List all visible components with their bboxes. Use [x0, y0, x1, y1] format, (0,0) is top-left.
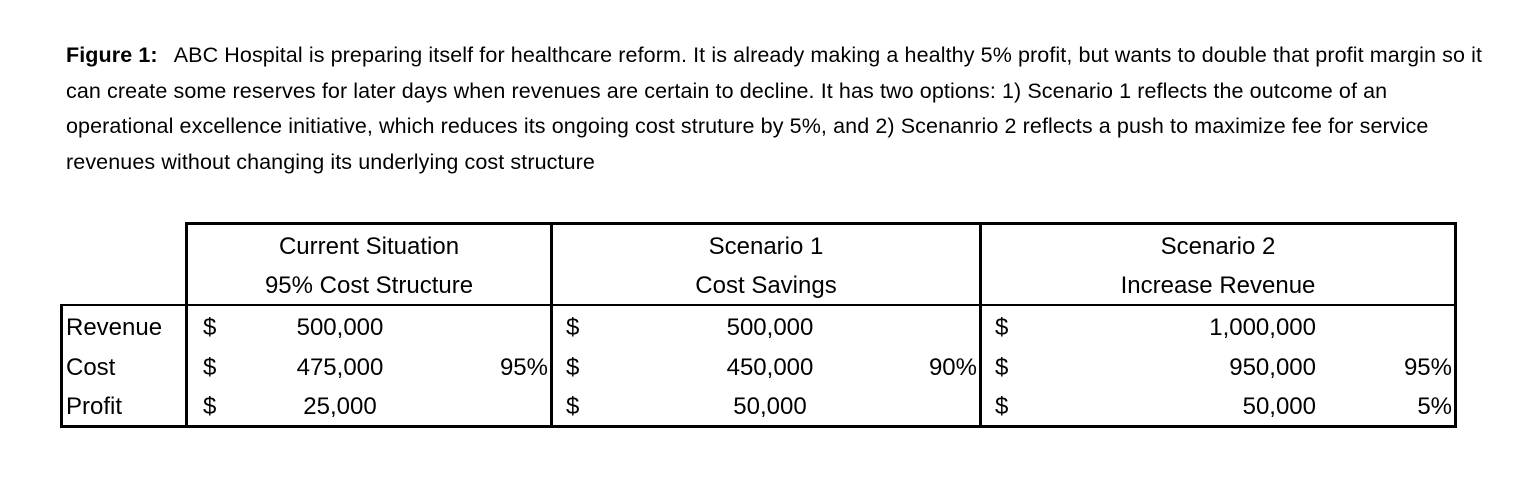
currency-symbol: $: [995, 393, 1009, 420]
col3-profit-value: 50,000: [1242, 393, 1316, 420]
figure-description: ABC Hospital is preparing itself for healthcare reform. It is already making a healthy 5% profit, but wants to double that profit margin so it can create some reserves for later days when revenues are certain to decline. It has two options: 1) Scenario 1 reflects the outcome of an operational excellence initiative, which reduces its ongoing cost struture by 5%, and 2) Scenanrio 2 reflects a push to maximize fee for service revenues without changing its underlying cost structure: [66, 43, 1483, 174]
currency-symbol: $: [566, 393, 580, 420]
col1-profit-value: 25,000: [303, 393, 377, 420]
currency-symbol: $: [566, 354, 580, 381]
col3-subtitle: Increase Revenue: [1120, 272, 1316, 299]
currency-symbol: $: [566, 314, 580, 341]
figure-label: Figure 1:: [66, 43, 158, 67]
col2-profit-value: 50,000: [733, 393, 807, 420]
col1-cost-value: 475,000: [296, 354, 384, 381]
col1-subtitle: 95% Cost Structure: [264, 272, 474, 299]
body-bottom-line: [60, 425, 1457, 428]
col2-subtitle: Cost Savings: [695, 272, 837, 299]
row-label-revenue: Revenue: [66, 314, 163, 341]
figure-caption: [66, 38, 1486, 180]
col1-revenue-value: 500,000: [296, 314, 384, 341]
col2-cost-value: 450,000: [726, 354, 814, 381]
col1-title: Current Situation: [278, 233, 460, 260]
col3-title: Scenario 2: [1160, 233, 1276, 260]
col2-revenue-value: 500,000: [726, 314, 814, 341]
row-label-profit: Profit: [66, 393, 123, 420]
currency-symbol: $: [995, 354, 1009, 381]
col3-profit-pct: 5%: [1417, 393, 1452, 420]
currency-symbol: $: [995, 314, 1009, 341]
col-divider-right: [1454, 304, 1457, 428]
col3-cost-value: 950,000: [1229, 354, 1316, 381]
currency-symbol: $: [203, 314, 217, 341]
col2-cost-pct: 90%: [928, 354, 977, 381]
col3-revenue-value: 1,000,000: [1209, 314, 1316, 341]
header-bottom-line: [60, 304, 1457, 306]
col3-cost-pct: 95%: [1403, 354, 1452, 381]
col2-title: Scenario 1: [708, 233, 824, 260]
currency-symbol: $: [203, 393, 217, 420]
col1-cost-pct: 95%: [499, 354, 548, 381]
row-label-cost: Cost: [66, 354, 116, 381]
currency-symbol: $: [203, 354, 217, 381]
col-divider-1: [185, 304, 188, 428]
